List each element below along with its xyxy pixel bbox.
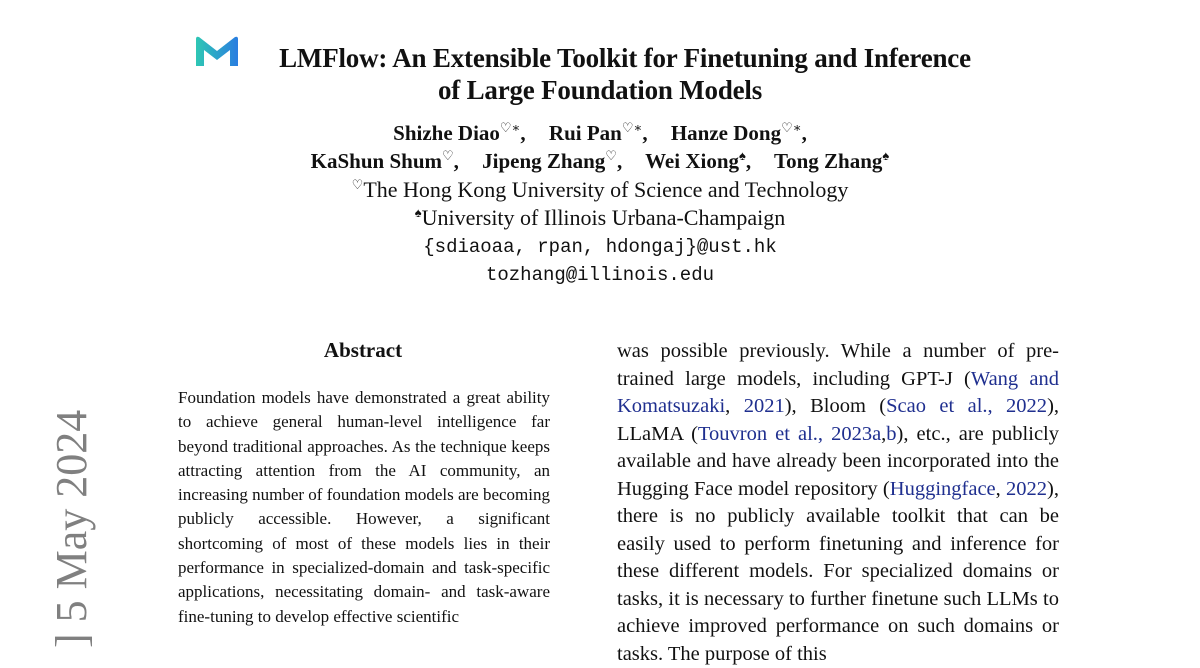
intro-text-run: was possible previously. While a number of pre-trained large models, including GPT-J ( bbox=[617, 340, 1059, 390]
email-ust: {sdiaoaa, rpan, hdongaj}@ust.hk bbox=[423, 236, 777, 258]
author-list-line-1 bbox=[150, 120, 1050, 146]
paper-title-line-2: of Large Foundation Models bbox=[437, 75, 763, 105]
author: KaShun Shum♡, bbox=[310, 148, 459, 173]
citation-link[interactable]: Huggingface bbox=[889, 477, 996, 500]
citation-link[interactable]: Scao et al., 2022 bbox=[886, 395, 1048, 417]
citation-link[interactable]: 2021 bbox=[743, 395, 785, 417]
intro-text-run: , bbox=[725, 395, 744, 417]
intro-text-run: ), there is no publicly available toolkit that can be easily used to perform finetuning and inference for these different models. For specialized domains or tasks, it is necessary to further finetune such LLMs to achieve improved performance on such domains or tasks. The purpose of this bbox=[617, 477, 1059, 665]
citation-link[interactable]: Touvron et al., 2023a bbox=[697, 422, 882, 445]
intro-text-run: ), LLaMA ( bbox=[617, 395, 1060, 445]
intro-text-run: , bbox=[881, 422, 887, 445]
email-illinois: tozhang@illinois.edu bbox=[485, 264, 715, 286]
affiliation-uiuc: ♠University of Illinois Urbana-Champaign bbox=[414, 205, 786, 230]
abstract-body: Foundation models have demonstrated a great ability to achieve general human-level intelligence far beyond traditional approaches. As the technique keeps attracting attention from the AI community, an increasing number of foundation models are becoming publicly accessible. However, a significant shortcoming of most of these models lies in their performance in specialized-domain and task-specific applications, necessitating domain- and task-aware fine-tuning to develop effective scientific bbox=[178, 388, 550, 626]
intro-text-run: ), etc., are publicly available and have already been incorporated into the Hugging Face model repository ( bbox=[617, 422, 1059, 500]
author-list-line-2 bbox=[150, 148, 1050, 174]
intro-text-run: , bbox=[995, 477, 1007, 500]
citation-link[interactable]: Wang and Komatsuzaki bbox=[617, 367, 1059, 417]
affiliation-hkust: ♡The Hong Kong University of Science and Technology bbox=[351, 177, 849, 202]
author: Jipeng Zhang♡, bbox=[482, 148, 623, 173]
author: Hanze Dong♡∗, bbox=[670, 120, 807, 145]
citation-link[interactable]: b bbox=[886, 422, 897, 445]
author: Wei Xiong♠, bbox=[645, 148, 752, 173]
abstract-heading: Abstract bbox=[323, 338, 403, 362]
author: Tong Zhang♠ bbox=[774, 148, 890, 173]
introduction-text bbox=[617, 338, 1060, 665]
arxiv-stamp: ] 5 May 2024 bbox=[47, 409, 96, 648]
intro-text-run: ), Bloom ( bbox=[784, 395, 887, 417]
author: Shizhe Diao♡∗, bbox=[393, 120, 526, 145]
paper-title-line-1: LMFlow: An Extensible Toolkit for Finetuning and Inference bbox=[279, 43, 971, 73]
author: Rui Pan♡∗, bbox=[548, 120, 648, 145]
citation-link[interactable]: 2022 bbox=[1006, 477, 1048, 500]
